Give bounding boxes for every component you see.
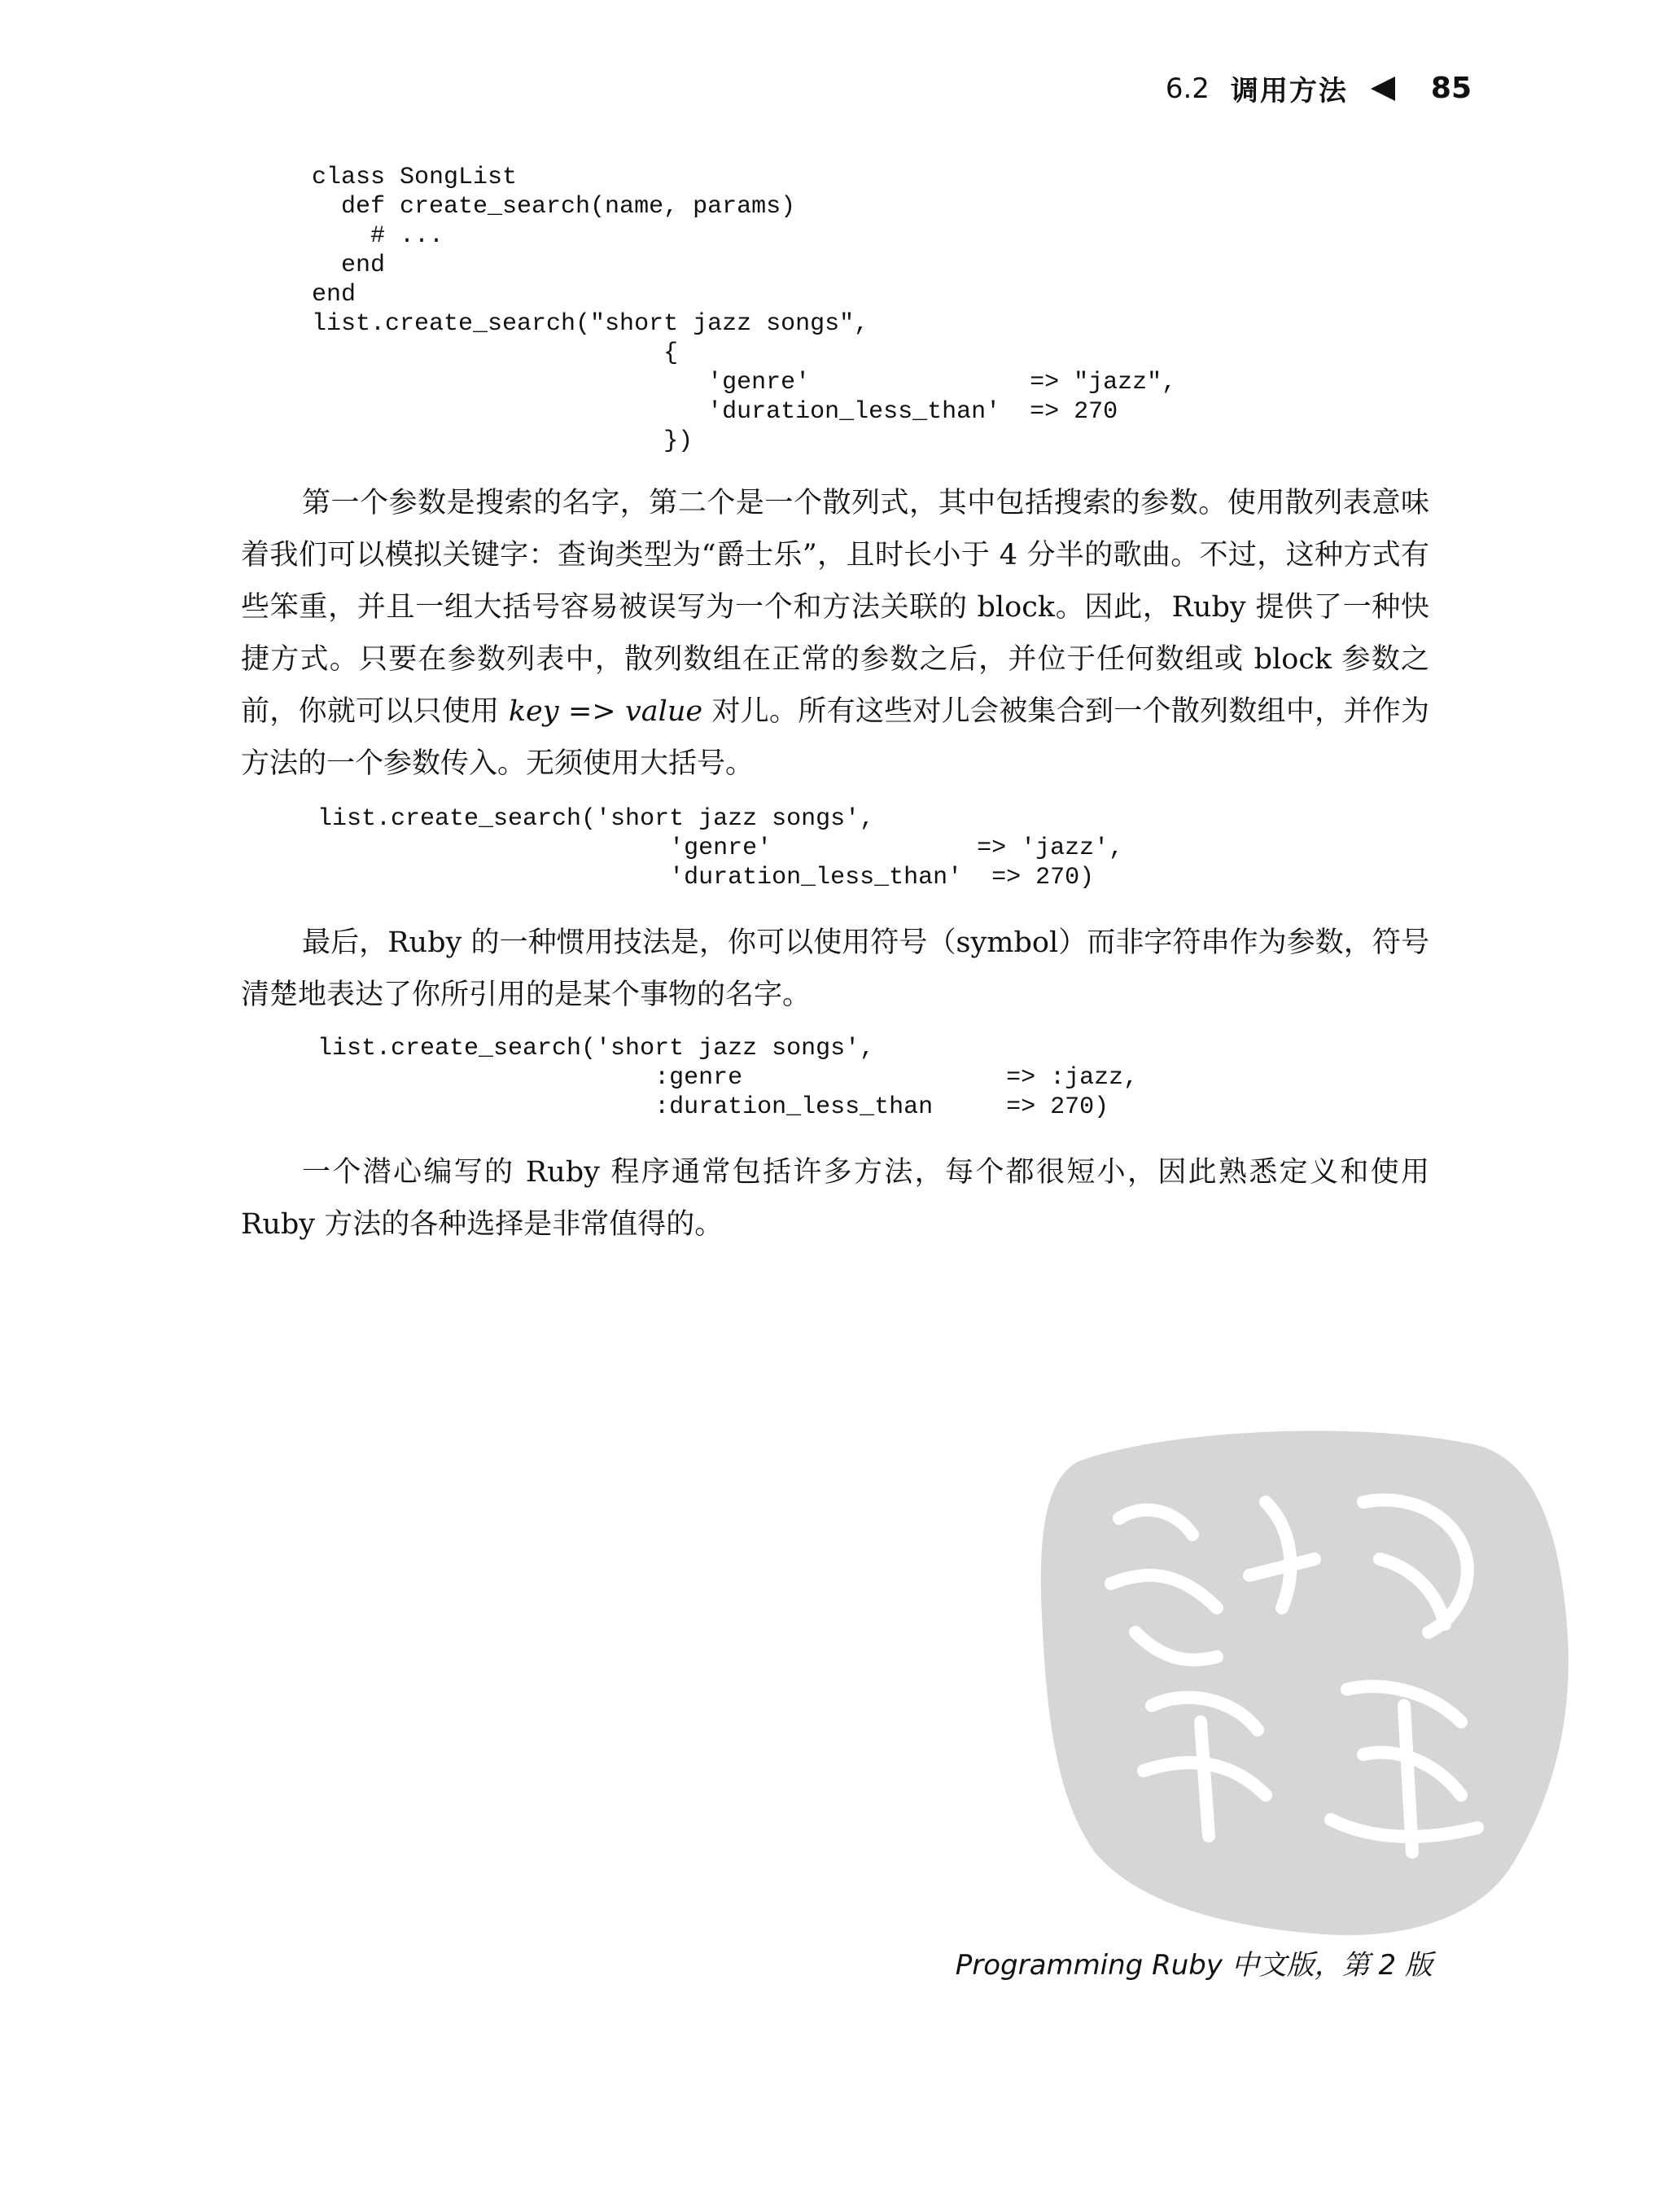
code-block-implicit-hash: list.create_search('short jazz songs', 'genre' => 'jazz', 'duration_less_than' => 270) [317,805,1124,891]
seal-watermark [1022,1413,1575,1950]
paragraph-text-end: 对儿。所有这些对儿会被集合到一个散列数组中，并作为方法的一个参数传入。无须使用大括号。 [241,695,1429,780]
running-header [1166,68,1472,108]
section-title: 调用方法 [1230,75,1348,107]
key-term: key [508,695,559,728]
paragraph-summary: 一个潜心编写的 Ruby 程序通常包括许多方法，每个都很短小，因此熟悉定义和使用 Ruby 方法的各种选择是非常值得的。 [241,1156,1429,1241]
value-term: value [625,695,703,728]
left-triangle-icon [1371,77,1395,101]
paragraph-symbols: 最后，Ruby 的一种惯用技法是，你可以使用符号（symbol）而非字符串作为参数，符号清楚地表达了你所引用的是某个事物的名字。 [241,926,1429,1011]
paragraph-text: 第一个参数是搜索的名字，第二个是一个散列式，其中包括搜索的参数。使用散列表意味着我们可以模拟关键字：查询类型为“爵士乐”，且时长小于 4 分半的歌曲。不过，这种方式有些笨重，并且一组大括号容易被误写为一个和方法关联的 block。因此，Ruby 提供了一种快捷方式。只要在参数列表中，散列数组在正常的参数之后，并位于任何数组或 block 参数之前，你就可以只使用 [241,487,1429,728]
arrow-term: => [558,695,625,728]
page-number: 85 [1430,72,1472,105]
section-number: 6.2 [1165,72,1210,105]
paragraph-hash-arguments [241,477,1429,790]
code-block-symbols: list.create_search('short jazz songs', :genre => :jazz, :duration_less_than => 270) [317,1035,1139,1121]
code-block-songlist: class SongList def create_search(name, params) # ... end end list.create_search("short jazz songs", { 'genre' => "jazz", 'duration_less_than' => 270 }) [312,164,1177,455]
book-title-footer: Programming Ruby 中文版，第 2 版 [955,1949,1433,1982]
